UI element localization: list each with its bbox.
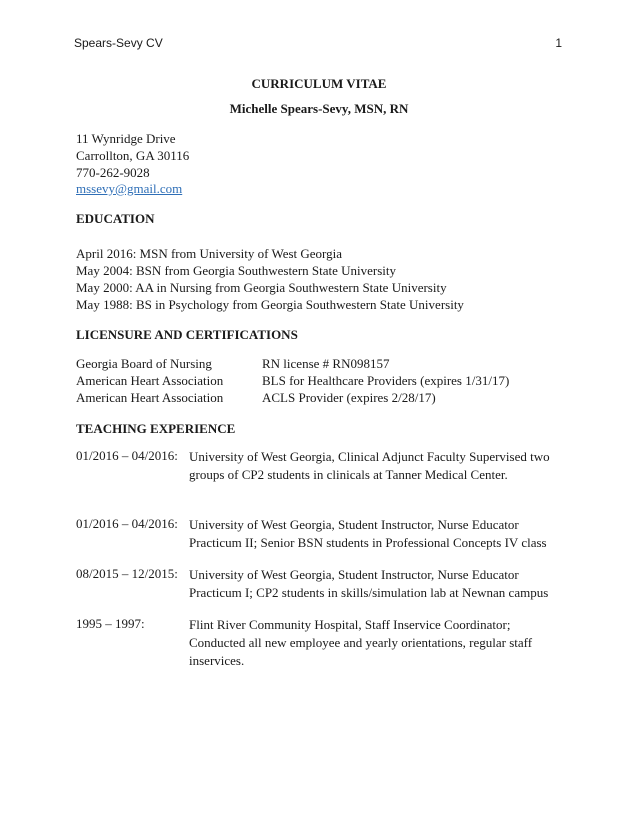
page-number: 1 [555,36,562,50]
document-title: CURRICULUM VITAE [251,76,387,91]
running-header-title: Spears-Sevy CV [74,36,163,50]
address-street: 11 Wynridge Drive [76,131,176,146]
licensure-org: American Heart Association [76,373,224,388]
education-item: May 2000: AA in Nursing from Georgia Southwestern State University [76,280,447,295]
education-item: May 2004: BSN from Georgia Southwestern State University [76,263,397,278]
teaching-description: University of West Georgia, Student Instructor, Nurse Educator Practicum I; CP2 students in skills/simulation lab at Newnan campus [189,567,549,600]
teaching-dates: 01/2016 – 04/2016: [76,448,178,463]
teaching-description: University of West Georgia, Student Instructor, Nurse Educator Practicum II; Senior BSN students in Professional Concepts IV class [189,517,547,550]
teaching-description: University of West Georgia, Clinical Adjunct Faculty Supervised two groups of CP2 students in clinicals at Tanner Medical Center. [189,449,550,482]
teaching-description: Flint River Community Hospital, Staff Inservice Coordinator; Conducted all new employee and yearly orientations, regular staff inservices. [189,617,533,668]
licensure-credential: ACLS Provider (expires 2/28/17) [262,390,436,405]
email-link[interactable]: mssevy@gmail.com [76,181,183,196]
candidate-name: Michelle Spears-Sevy, MSN, RN [229,101,409,116]
teaching-dates: 01/2016 – 04/2016: [76,516,178,531]
licensure-credential: BLS for Healthcare Providers (expires 1/31/17) [262,373,510,388]
licensure-org: Georgia Board of Nursing [76,356,212,371]
licensure-org: American Heart Association [76,390,224,405]
teaching-dates: 1995 – 1997: [76,616,145,631]
licensure-heading: LICENSURE AND CERTIFICATIONS [76,327,298,342]
address-city: Carrollton, GA 30116 [76,148,190,163]
phone-number: 770-262-9028 [76,165,150,180]
education-heading: EDUCATION [76,211,155,226]
education-item: April 2016: MSN from University of West Georgia [76,246,343,261]
education-item: May 1988: BS in Psychology from Georgia Southwestern State University [76,297,464,312]
licensure-credential: RN license # RN098157 [262,356,390,371]
teaching-dates: 08/2015 – 12/2015: [76,566,178,581]
teaching-heading: TEACHING EXPERIENCE [76,421,236,436]
